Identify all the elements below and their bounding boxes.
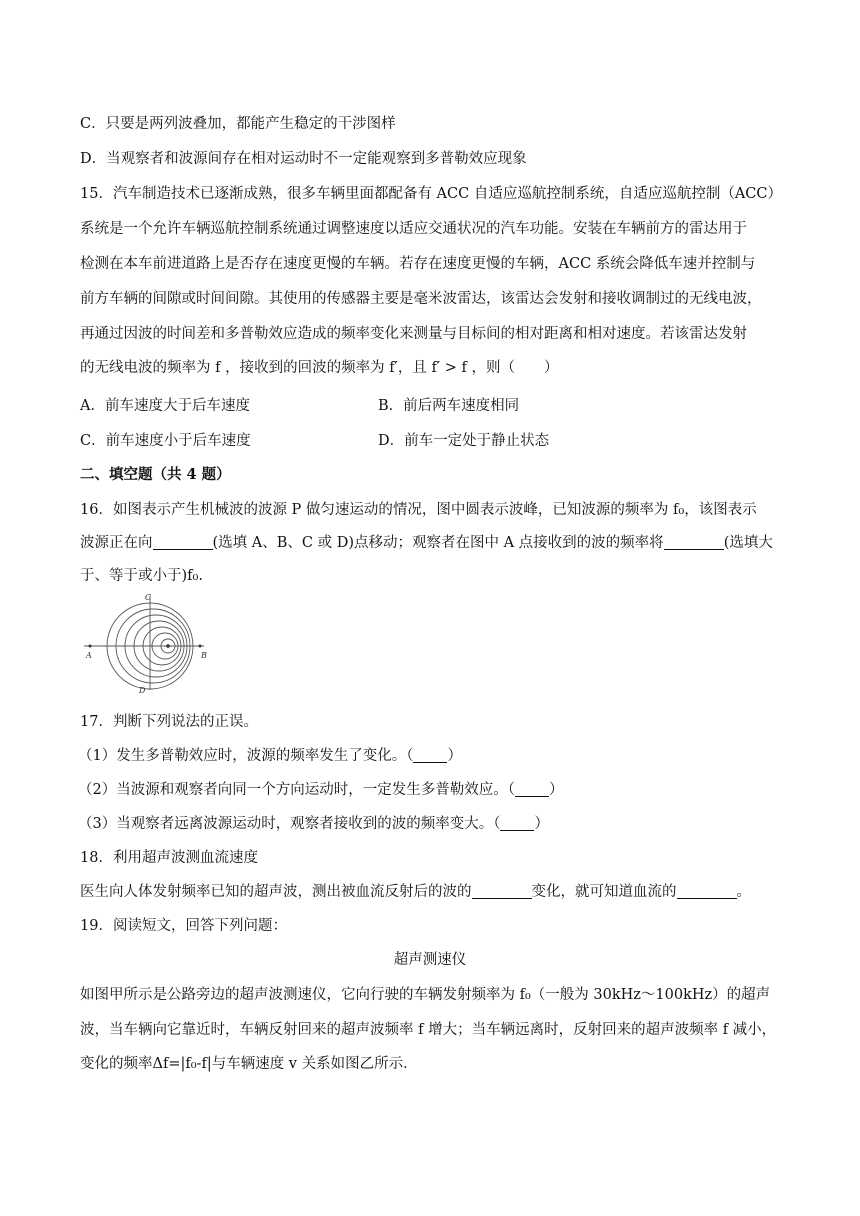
q17-item-3 — [78, 812, 549, 833]
q19-title: 19．阅读短文，回答下列问题： — [80, 918, 287, 934]
q15-line-2: 系统是一个允许车辆巡航控制系统通过调整速度以适应交通状况的汽车功能。安装在车辆前方的雷达用于 — [80, 221, 747, 237]
q15-line-3: 检测在本车前进道路上是否存在速度更慢的车辆。若存在速度更慢的车辆，ACC 系统会降低车速并控制与 — [80, 256, 756, 272]
q18-body — [80, 880, 751, 901]
q15-option-c: C．前车速度小于后车速度 — [80, 433, 251, 449]
q17-item-3-close: ） — [534, 816, 549, 832]
q16-blank-2[interactable] — [664, 534, 724, 550]
q17-item-2-text: （2）当波源和观察者向同一个方向运动时，一定发生多普勒效应。（ — [78, 782, 515, 798]
q16-line-2 — [80, 531, 773, 552]
q15-line-4: 前方车辆的间隙或时间间隙。其使用的传感器主要是毫米波雷达，该雷达会发射和接收调制过的无线电波， — [80, 291, 762, 307]
q18-text-c: 。 — [736, 884, 751, 900]
q15-line-5: 再通过因波的时间差和多普勒效应造成的频率变化来测量与目标间的相对距离和相对速度。若该雷达发射 — [80, 326, 747, 342]
q18-blank-1[interactable] — [472, 883, 532, 899]
q17-title: 17．判断下列说法的正误。 — [80, 714, 258, 730]
q17-item-2-close: ） — [548, 782, 564, 798]
q17-blank-1[interactable] — [413, 747, 447, 763]
point-b-dot — [199, 645, 202, 648]
q15-option-b: B．前后两车速度相同 — [378, 398, 520, 414]
q17-blank-3[interactable] — [500, 815, 534, 831]
q16-line-3: 于、等于或小于)f₀. — [80, 568, 203, 584]
wave-source-figure — [82, 590, 212, 698]
q19-line-2: 波，当车辆向它靠近时，车辆反射回来的超声波频率 f 增大；当车辆远离时，反射回来的超声波频率 f 减小， — [80, 1022, 777, 1038]
q16-text-b: (选填 A、B、C 或 D)点移动；观察者在图中 A 点接收到的波的频率将 — [212, 535, 664, 551]
q17-item-1-text: （1）发生多普勒效应时，波源的频率发生了变化。（ — [78, 748, 414, 764]
q16-text-c: (选填大 — [723, 535, 773, 551]
q16-text-a: 波源正在向 — [80, 535, 153, 551]
q18-text-a: 医生向人体发射频率已知的超声波，测出被血流反射后的波的 — [80, 884, 472, 900]
q18-text-b: 变化，就可知道血流的 — [531, 884, 677, 900]
q17-item-3-text: （3）当观察者远离波源运动时，观察者接收到的波的频率变大。（ — [78, 816, 501, 832]
label-c: C — [145, 593, 152, 602]
q16-line-1: 16．如图表示产生机械波的波源 P 做匀速运动的情况，图中圆表示波峰，已知波源的频率为 f₀，该图表示 — [80, 502, 757, 518]
q17-item-1 — [78, 744, 462, 765]
q14-option-d: D．当观察者和波源间存在相对运动时不一定能观察到多普勒效应现象 — [80, 151, 527, 167]
q17-item-1-close: ） — [447, 748, 462, 764]
label-d: D — [139, 686, 146, 694]
q17-item-2 — [78, 778, 563, 799]
q15-option-d: D．前车一定处于静止状态 — [378, 433, 550, 449]
q16-blank-1[interactable] — [153, 534, 213, 550]
q15-option-a: A．前车速度大于后车速度 — [80, 398, 250, 414]
q14-option-c: C．只要是两列波叠加，都能产生稳定的干涉图样 — [80, 116, 396, 132]
q15-line-6: 的无线电波的频率为 f ，接收到的回波的频率为 f′，且 f′ > f ，则（ ） — [80, 360, 559, 376]
q18-title: 18．利用超声波测血流速度 — [80, 850, 258, 866]
point-a-dot — [89, 645, 92, 648]
q19-line-3: 变化的频率Δf=|f₀-f|与车辆速度 v 关系如图乙所示． — [80, 1056, 418, 1072]
q15-line-1: 15．汽车制造技术已逐渐成熟，很多车辆里面都配备有 ACC 自适应巡航控制系统，自适应巡航控制（ACC） — [80, 186, 782, 202]
label-a: A — [86, 651, 92, 660]
q19-heading: 超声测速仪 — [393, 952, 467, 968]
label-b: B — [201, 651, 207, 660]
section-heading: 二、填空题（共 4 题） — [80, 466, 231, 483]
q17-blank-2[interactable] — [515, 781, 549, 797]
q19-line-1: 如图甲所示是公路旁边的超声波测速仪，它向行驶的车辆发射频率为 f₀（一般为 30kHz～100kHz）的超声 — [80, 987, 771, 1003]
source-point-p — [166, 644, 170, 648]
q18-blank-2[interactable] — [677, 883, 737, 899]
